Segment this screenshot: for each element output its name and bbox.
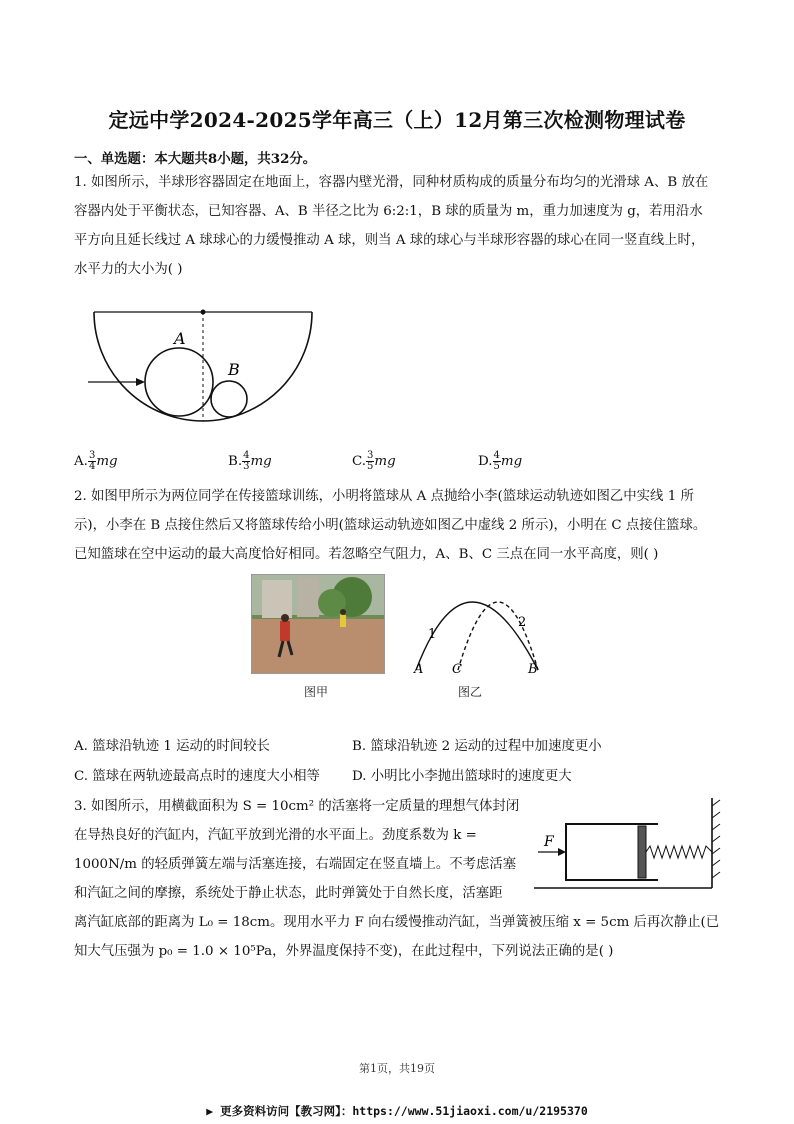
caption-figure-jia: 图甲	[304, 685, 329, 699]
label-2: 2	[518, 615, 527, 630]
label-c: C	[452, 662, 462, 674]
q1-option-b[interactable]: B. $\frac{4}{3}$ mg	[228, 450, 272, 472]
arrowhead	[558, 848, 566, 856]
cylinder-spring-figure	[534, 796, 724, 892]
label-a: A	[414, 662, 424, 674]
q3-line: 和汽缸之间的摩擦，系统处于静止状态，此时弹簧处于自然长度，活塞距	[74, 886, 503, 901]
q3-line: 知大气压强为 p₀ = 1.0 × 10⁵Pa，外界温度保持不变)，在此过程中，下列说法正确的是( )	[74, 944, 614, 959]
label-f: F	[544, 834, 554, 850]
trajectory-figure	[408, 574, 548, 674]
spring	[646, 846, 712, 858]
q3-line: 1000N/m 的轻质弹簧左端与活塞连接，右端固定在竖直墙上。不考虑活塞	[74, 857, 517, 872]
q1-line: 平方向且延长线过 A 球球心的力缓慢推动 A 球，则当 A 球的球心与半球形容器的球心在同一竖直线上时，	[74, 233, 705, 248]
trajectory-2	[458, 602, 538, 670]
arrowhead	[136, 378, 145, 386]
label-1: 1	[428, 627, 437, 642]
q1-option-a[interactable]: A. $\frac{3}{4}$ mg	[74, 450, 118, 472]
q2-option-a[interactable]: A. 篮球沿轨迹 1 运动的时间较长	[74, 739, 270, 754]
q1-line: 容器内处于平衡状态，已知容器、A、B 半径之比为 6:2:1，B 球的质量为 m，重力加速度为 g，若用沿水	[74, 204, 703, 219]
q3-line: 在导热良好的汽缸内，汽缸平放到光滑的水平面上。劲度系数为 k =	[74, 828, 477, 843]
ball-b	[211, 381, 247, 417]
q2-option-c[interactable]: C. 篮球在两轨迹最高点时的速度大小相等	[74, 769, 320, 784]
q1-option-c[interactable]: C. $\frac{3}{5}$ mg	[352, 450, 396, 472]
piston	[638, 826, 646, 878]
label-b: B	[228, 360, 240, 379]
q2-option-d[interactable]: D. 小明比小李抛出篮球时的速度更大	[352, 769, 572, 784]
page-title: 定远中学2024-2025学年高三（上）12月第三次检测物理试卷	[108, 108, 686, 132]
promo-banner-link[interactable]: ▶ 更多资料访问【教习网】：https://www.51jiaoxi.com/u/2195370	[206, 1104, 588, 1118]
question-2-text	[74, 482, 724, 569]
question-3-text-wide	[74, 908, 724, 966]
question-3-text-narrow	[74, 792, 534, 908]
center-dot	[201, 310, 206, 315]
q3-line: 离汽缸底部的距离为 L₀ = 18cm。现用水平力 F 向右缓慢推动汽缸，当弹簧被压缩 x = 5cm 后再次静止(已	[74, 915, 720, 930]
q1-line: 水平力的大小为( )	[74, 262, 183, 277]
hemisphere-figure	[84, 302, 324, 430]
q2-option-b[interactable]: B. 篮球沿轨迹 2 运动的过程中加速度更小	[352, 739, 602, 754]
caption-figure-yi: 图乙	[458, 685, 483, 699]
q3-line: 3. 如图所示，用横截面积为 S = 10cm² 的活塞将一定质量的理想气体封闭	[74, 799, 520, 814]
q2-line: 2. 如图甲所示为两位同学在传接篮球训练，小明将篮球从 A 点抛给小李(篮球运动轨迹如图乙中实线 1 所	[74, 489, 694, 504]
q1-option-d[interactable]: D. $\frac{4}{5}$ mg	[478, 450, 523, 472]
q2-line: 已知篮球在空中运动的最大高度恰好相同。若忽略空气阻力，A、B、C 三点在同一水平高度，则( )	[74, 547, 659, 562]
q1-line: 1. 如图所示，半球形容器固定在地面上，容器内壁光滑，同种材质构成的质量分布均匀的光滑球 A、B 放在	[74, 175, 709, 190]
q2-line: 示)，小李在 B 点接住然后又将篮球传给小明(篮球运动轨迹如图乙中虚线 2 所示)，小明在 C 点接住篮球。	[74, 518, 707, 533]
question-1-text	[74, 168, 724, 284]
section-heading: 一、单选题：本大题共8小题，共32分。	[74, 151, 317, 167]
basketball-photo	[251, 574, 385, 674]
ball-a	[145, 348, 213, 416]
label-b: B	[528, 662, 538, 674]
label-a: A	[174, 329, 186, 348]
page-footer: 第1页，共19页	[359, 1062, 435, 1075]
